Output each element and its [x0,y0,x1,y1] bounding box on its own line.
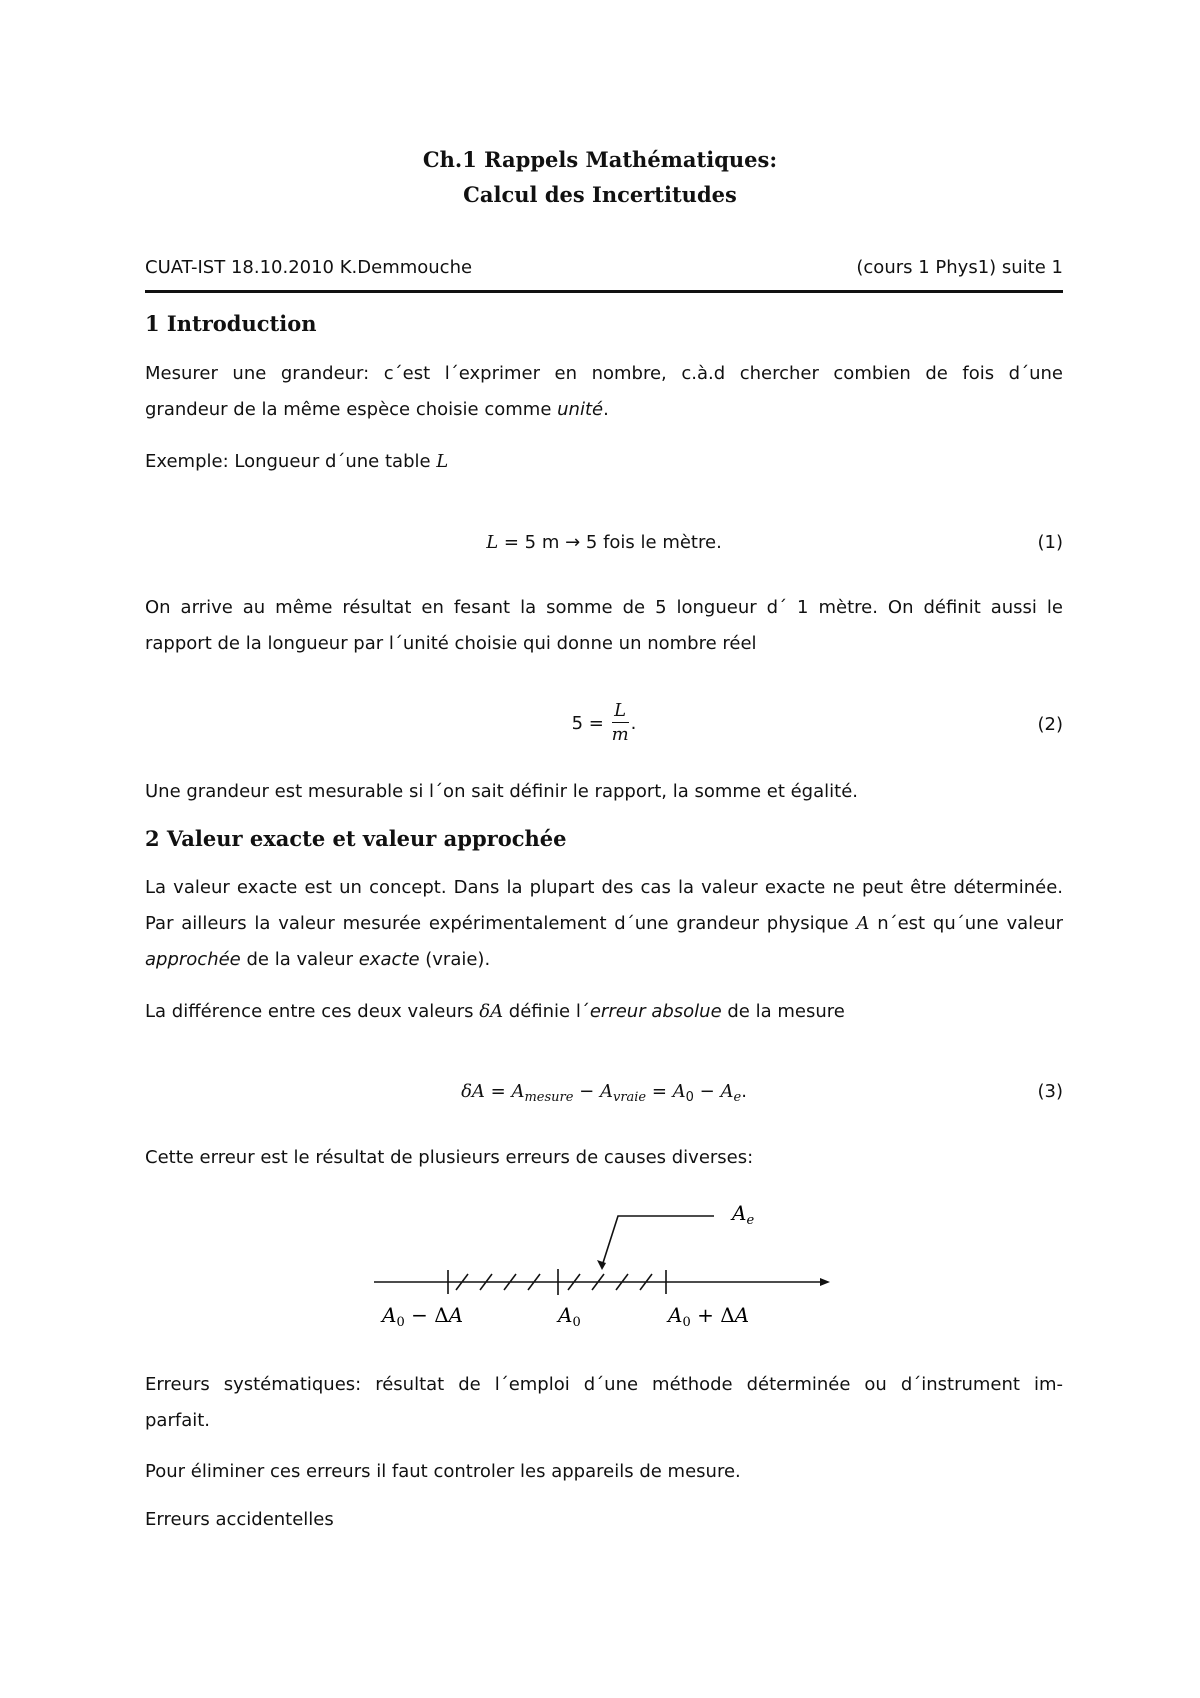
paragraph-line [145,906,1063,942]
math-operator: − [573,1081,600,1102]
math-subscript: mesure [524,1090,574,1105]
header-right: (cours 1 Phys1) suite 1 [856,257,1063,278]
math-term: A [720,1081,734,1102]
math-subscript: vraie [612,1090,647,1105]
math-variable: L [436,451,449,472]
equation-text: = 5 m → 5 fois le mètre. [498,532,722,553]
equation-1 [145,532,1063,562]
label-a0: $A_0$ [558,1303,581,1330]
equation-text: 5 = [571,713,604,734]
paragraph-eliminer [145,1454,1063,1490]
math-operator: = [484,1081,512,1102]
math-term: δA [461,1081,485,1102]
fraction-denominator: m [611,724,629,745]
paragraph-line: parfait. [145,1410,211,1431]
text-run: . [603,399,609,420]
text-run: (vraie). [419,949,491,970]
paragraph-line: Cette erreur est le résultat de plusieurs erreurs de causes diverses: [145,1147,754,1168]
label-a0-plus-delta: $A_0 + \Delta A$ [668,1303,750,1330]
math-subscript: 0 [685,1090,694,1105]
error-interval-diagram [360,1190,840,1330]
paragraph-somme [145,590,1063,662]
fraction [612,700,629,747]
paragraph-line [145,942,1063,978]
paragraph-intro [145,356,1063,428]
emphasis-approchee: approchée [145,949,241,970]
paragraph-erreurs-accidentelles [145,1502,1063,1538]
label-ae: $A_e$ [732,1201,755,1228]
text-run: Exemple: Longueur d´une table [145,451,437,472]
math-variable: A [856,913,870,934]
paragraph-example [145,444,1063,480]
axis-arrowhead [820,1278,830,1286]
document-title-line-2: Calcul des Incertitudes [463,182,737,207]
math-operator: = [646,1081,673,1102]
equation-number: (1) [1037,532,1063,553]
text-run: La différence entre ces deux valeurs [145,1001,480,1022]
paragraph-line: Erreurs accidentelles [145,1509,334,1530]
paragraph-line: Erreurs systématiques: résultat de l´emploi d´une méthode déterminée ou d´instrument im- [145,1374,1063,1395]
text-run: grandeur de la même espèce choisie comme [145,399,558,420]
paragraph-line: Mesurer une grandeur: c´est l´exprimer en nombre, c.à.d chercher combien de fois d´une [145,363,1063,384]
equation-3 [145,1081,1063,1111]
text-run: de la valeur [240,949,359,970]
paragraph-valeur-exacte [145,870,1063,978]
emphasis-erreur-absolue: erreur absolue [589,1001,722,1022]
text-run: de la mesure [721,1001,845,1022]
paragraph-line: Une grandeur est mesurable si l´on sait définir le rapport, la somme et égalité. [145,781,858,802]
section-heading-introduction: 1 Introduction [145,311,317,336]
math-operator: . [741,1081,747,1102]
header-rule [145,290,1063,293]
text-run: Par ailleurs la valeur mesurée expérimentalement d´une grandeur physique [145,913,857,934]
math-variable: L [486,532,499,553]
equation-number: (2) [1037,714,1063,735]
emphasis-unite: unité [557,399,604,420]
document-title-line-1: Ch.1 Rappels Mathématiques: [422,147,778,172]
equation-text: . [630,713,637,734]
paragraph-line: La valeur exacte est un concept. Dans la plupart des cas la valeur exacte ne peut être déterminée. [145,877,1063,898]
equation-2 [145,700,1063,756]
paragraph-erreurs-systematiques [145,1367,1063,1439]
math-variable: δA [479,1001,504,1022]
fraction-numerator: L [612,700,629,723]
paragraph-line [145,392,1063,428]
text-run: définie l´ [503,1001,590,1022]
paragraph-mesurable [145,774,1063,810]
label-a0-minus-delta: $A_0 - \Delta A$ [382,1303,464,1330]
math-operator: − [693,1081,721,1102]
emphasis-exacte: exacte [358,949,420,970]
paragraph-causes [145,1140,1063,1176]
text-run: n´est qu´une valeur [869,913,1064,934]
header-left: CUAT-IST 18.10.2010 K.Demmouche [145,257,473,278]
equation-number: (3) [1037,1081,1063,1102]
section-heading-valeur: 2 Valeur exacte et valeur approchée [145,826,567,851]
math-term: A [511,1081,525,1102]
paragraph-line: rapport de la longueur par l´unité choisie qui donne un nombre réel [145,633,757,654]
pointer-arrowhead [597,1260,606,1270]
pointer-leader [602,1216,714,1266]
math-term: A [599,1081,613,1102]
paragraph-line: Pour éliminer ces erreurs il faut controler les appareils de mesure. [145,1461,741,1482]
math-subscript: e [733,1090,742,1105]
paragraph-difference [145,994,1063,1030]
paragraph-line: On arrive au même résultat en fesant la somme de 5 longueur d´ 1 mètre. On définit aussi le [145,597,1063,618]
math-term: A [672,1081,686,1102]
